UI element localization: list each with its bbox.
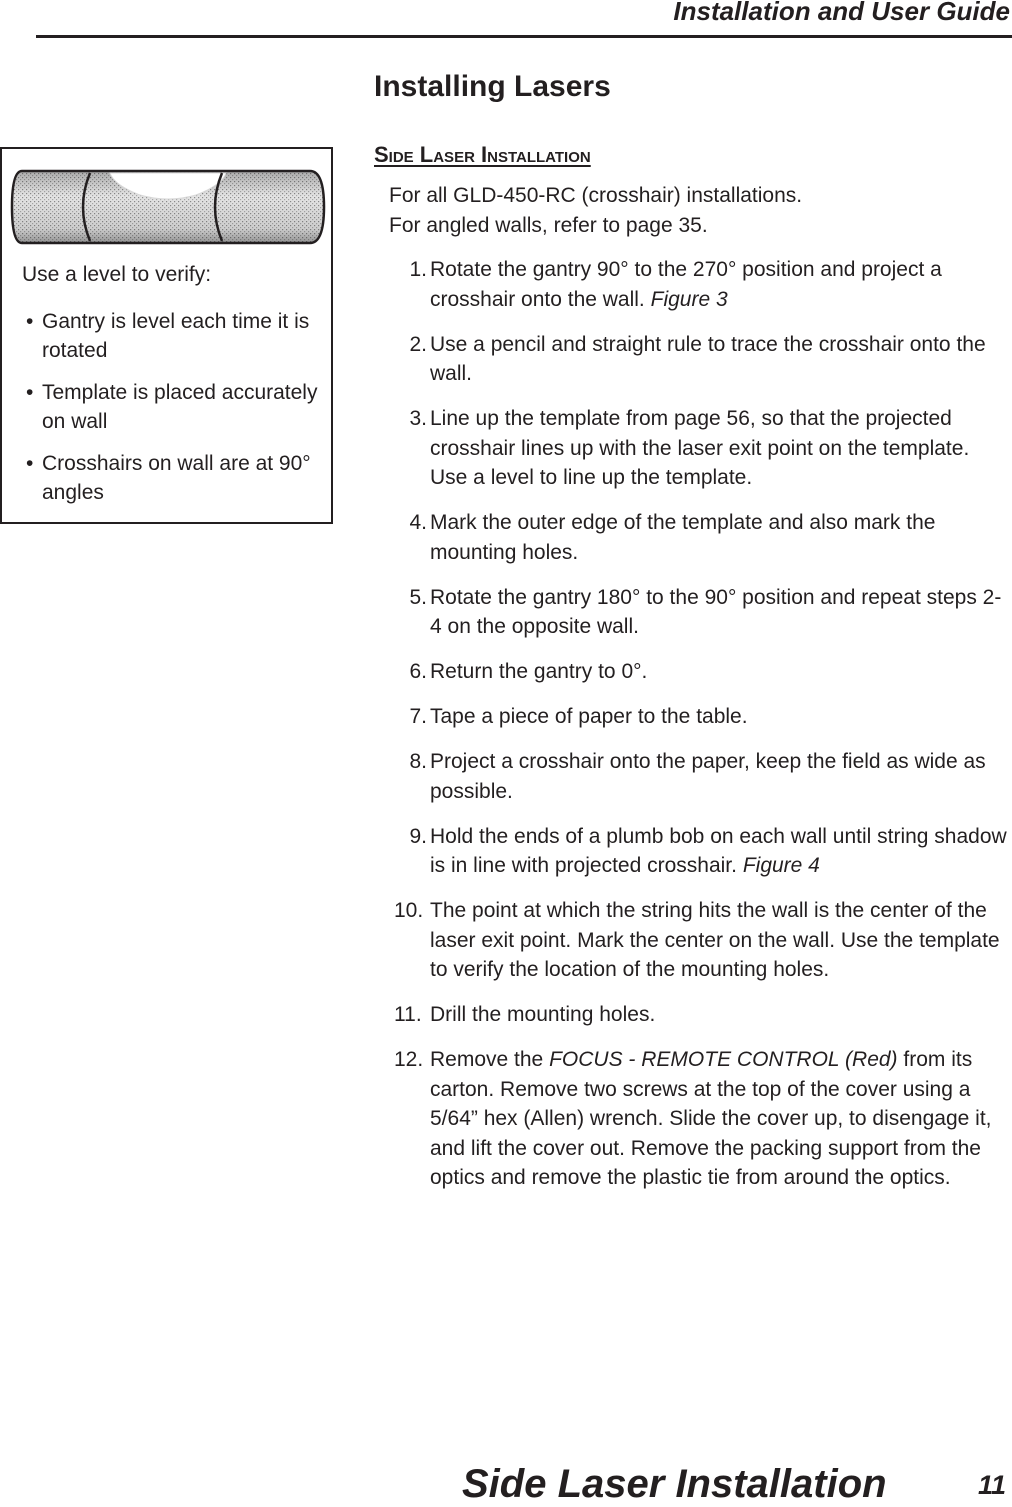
tip-lead: Use a level to verify: xyxy=(22,263,212,286)
step-text: Rotate the gantry 90° to the 270° position and project a crosshair onto the wall. xyxy=(430,258,942,311)
step-item xyxy=(389,822,1012,881)
step-text: Mark the outer edge of the template and also mark the mounting holes. xyxy=(430,511,936,564)
step-item xyxy=(389,330,1012,389)
product-name: FOCUS - REMOTE CONTROL (Red) xyxy=(549,1048,898,1071)
step-number: 11 . xyxy=(394,1000,422,1030)
step-number: 9 . xyxy=(389,822,427,852)
tip-list xyxy=(22,307,322,520)
step-text: Rotate the gantry 180° to the 90° position and repeat steps 2-4 on the opposite wall. xyxy=(430,585,1002,638)
step-text: Use a pencil and straight rule to trace the crosshair onto the wall. xyxy=(430,332,986,385)
guide-title: Installation and User Guide xyxy=(673,0,1010,26)
step-item xyxy=(389,404,1012,493)
step-number: 8 . xyxy=(389,747,427,777)
step-text: Line up the template from page 56, so that the projected crosshair lines up with the laser exit point on the template. Use a level to line up the template. xyxy=(430,407,970,489)
figure-reference: Figure 3 xyxy=(650,287,728,311)
step-text: Hold the ends of a plumb bob on each wall until string shadow is in line with projected crosshair. xyxy=(430,824,1007,877)
step-number: 1 . xyxy=(389,255,427,285)
tip-box xyxy=(0,147,333,524)
step-item xyxy=(389,1000,1012,1030)
section-title: Installing Lasers xyxy=(374,70,611,103)
step-item xyxy=(389,657,1012,687)
subsection-title: Side Laser Installation xyxy=(374,142,591,167)
step-number: 7 . xyxy=(389,702,427,732)
step-item xyxy=(389,1045,1012,1193)
intro-line: For angled walls, refer to page 35. xyxy=(389,214,708,237)
tip-item: • Gantry is level each time it is rotated xyxy=(22,307,322,365)
step-item xyxy=(389,583,1012,642)
step-number: 5 . xyxy=(389,583,427,613)
step-text: Project a crosshair onto the paper, keep the field as wide as possible. xyxy=(430,750,986,803)
intro-line: For all GLD-450-RC (crosshair) installations. xyxy=(389,184,803,207)
step-item xyxy=(389,896,1012,985)
page-number: 11 xyxy=(977,1470,1006,1500)
step-text: from its carton. Remove two screws at the top of the cover using a 5/64” hex (Allen) wrench. Slide the cover up, to disengage it, and lift the cover out. Remove the packing support from the optics and remove the plastic tie from around the optics. xyxy=(430,1048,992,1189)
step-number: 12 . xyxy=(394,1045,423,1075)
step-item xyxy=(389,255,1012,314)
step-text: The point at which the string hits the wall is the center of the laser exit point. Mark the center on the wall. Use the template to verify the location of the mounting holes. xyxy=(430,899,1000,981)
step-number: 2 . xyxy=(389,330,427,360)
step-text: Tape a piece of paper to the table. xyxy=(430,705,748,728)
tip-item: • Crosshairs on wall are at 90° angles xyxy=(22,449,322,507)
step-item xyxy=(389,747,1012,806)
step-text: Remove the xyxy=(430,1048,544,1071)
header-divider xyxy=(36,35,1012,38)
step-number: 6 . xyxy=(389,657,427,687)
bubble-level-icon xyxy=(10,169,326,245)
footer-title: Side Laser Installation xyxy=(462,1462,887,1506)
step-item xyxy=(389,508,1012,567)
intro-text xyxy=(389,181,802,241)
step-text: Return the gantry to 0°. xyxy=(430,660,648,683)
installation-steps xyxy=(389,255,1012,1208)
step-item xyxy=(389,702,1012,732)
figure-reference: Figure 4 xyxy=(742,854,820,877)
step-number: 10 . xyxy=(394,896,423,926)
step-text: Drill the mounting holes. xyxy=(430,1003,656,1026)
tip-item: • Template is placed accurately on wall xyxy=(22,378,322,436)
step-number: 4 . xyxy=(389,508,427,538)
step-number: 3 . xyxy=(389,404,427,434)
